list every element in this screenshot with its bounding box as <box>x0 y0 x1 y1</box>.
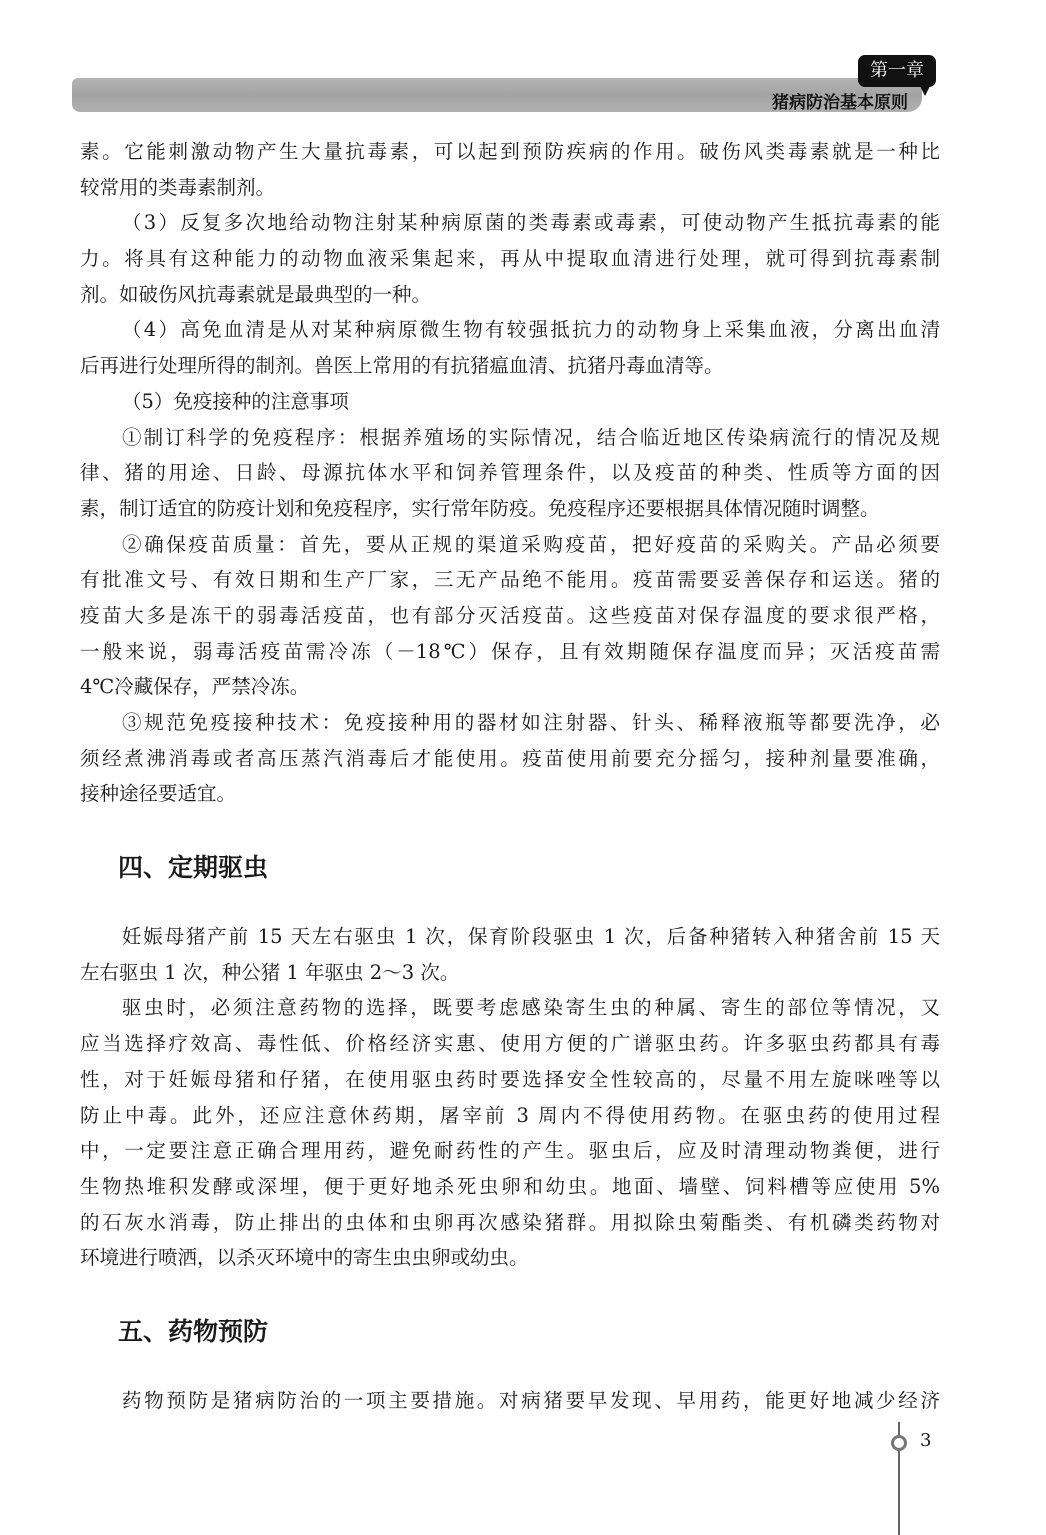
paragraph <box>80 312 940 383</box>
ring-icon <box>891 1435 907 1451</box>
text-line: 防止中毒。此外，还应注意休药期，屠宰前 3 周内不得使用药物。在驱虫药的使用过程 <box>80 1103 940 1127</box>
paragraph <box>80 705 940 812</box>
paragraph <box>80 527 940 705</box>
paragraph <box>80 919 940 990</box>
text-line: 药物预防是猪病防治的一项主要措施。对病猪要早发现、早用药，能更好地减少经济 <box>122 1388 940 1412</box>
page-number: 3 <box>920 1430 932 1451</box>
paragraph <box>80 1383 940 1419</box>
text-line: 4℃冷藏保存，严禁冷冻。 <box>80 675 310 699</box>
text-line: 剂。如破伤风抗毒素就是最典型的一种。 <box>80 282 432 306</box>
chapter-tag: 第一章 <box>858 55 936 87</box>
text-line: 妊娠母猪产前 15 天左右驱虫 1 次，保育阶段驱虫 1 次，后备种猪转入种猪舍前 15 天 <box>122 925 940 949</box>
text-line: 性，对于妊娠母猪和仔猪，在使用驱虫药时要选择安全性较高的，尽量不用左旋咪唑等以 <box>80 1067 940 1091</box>
text-line: 后再进行处理所得的制剂。兽医上常用的有抗猪瘟血清、抗猪丹毒血清等。 <box>80 354 724 378</box>
text-line: 接种途径要适宜。 <box>80 782 237 806</box>
paragraph <box>80 205 940 312</box>
text-line: 的石灰水消毒，防止排出的虫体和虫卵再次感染猪群。用拟除虫菊酯类、有机磷类药物对 <box>80 1210 940 1234</box>
paragraph <box>80 990 940 1276</box>
text-line: 素，制订适宜的防疫计划和免疫程序，实行常年防疫。免疫程序还要根据具体情况随时调整。 <box>80 496 880 520</box>
text-line: 律、猪的用途、日龄、母源抗体水平和饲养管理条件，以及疫苗的种类、性质等方面的因 <box>80 461 940 485</box>
text-line: 中，一定要注意正确合理用药，避免耐药性的产生。驱虫后，应及时清理动物粪便，进行 <box>80 1139 940 1163</box>
running-header-title: 猪病防治基本原则 <box>772 93 908 113</box>
text-line: （5）免疫接种的注意事项 <box>122 389 349 413</box>
paragraph <box>80 384 940 420</box>
text-line: 素。它能刺激动物产生大量抗毒素，可以起到预防疾病的作用。破伤风类毒素就是一种比 <box>80 140 940 163</box>
paragraph <box>80 134 940 205</box>
text-line: 驱虫时，必须注意药物的选择，既要考虑感染寄生虫的种属、寄生的部位等情况，又 <box>122 996 940 1020</box>
page-body <box>80 134 940 1419</box>
text-line: （4）高免血清是从对某种病原微生物有较强抵抗力的动物身上采集血液，分离出血清 <box>122 318 940 342</box>
paragraph <box>80 420 940 527</box>
text-line: 应当选择疗效高、毒性低、价格经济实惠、使用方便的广谱驱虫药。许多驱虫药都具有毒 <box>80 1032 940 1056</box>
text-line: 较常用的类毒素制剂。 <box>80 175 276 199</box>
text-line: ①制订科学的免疫程序：根据养殖场的实际情况，结合临近地区传染病流行的情况及规 <box>122 425 940 449</box>
text-line: 生物热堆积发酵或深埋，便于更好地杀死虫卵和幼虫。地面、墙壁、饲料槽等应使用 5% <box>80 1174 940 1198</box>
section-heading: 四、定期驱虫 <box>118 853 269 883</box>
section-heading: 五、药物预防 <box>118 1316 269 1346</box>
text-line: 左右驱虫 1 次，种公猪 1 年驱虫 2～3 次。 <box>80 960 460 984</box>
text-line: 力。将具有这种能力的动物血液采集起来，再从中提取血清进行处理，就可得到抗毒素制 <box>80 247 940 271</box>
text-line: ③规范免疫接种技术：免疫接种用的器材如注射器、针头、稀释液瓶等都要洗净，必 <box>122 711 940 734</box>
text-line: ②确保疫苗质量：首先，要从正规的渠道采购疫苗，把好疫苗的采购关。产品必须要 <box>122 532 940 556</box>
text-line: （3）反复多次地给动物注射某种病原菌的类毒素或毒素，可使动物产生抵抗毒素的能 <box>122 211 940 235</box>
text-line: 环境进行喷洒，以杀灭环境中的寄生虫虫卵或幼虫。 <box>80 1246 529 1270</box>
text-line: 一般来说，弱毒活疫苗需冷冻（－18℃）保存，且有效期随保存温度而异；灭活疫苗需 <box>80 639 940 663</box>
text-line: 疫苗大多是冻干的弱毒活疫苗，也有部分灭活疫苗。这些疫苗对保存温度的要求很严格， <box>80 603 940 627</box>
text-line: 须经煮沸消毒或者高压蒸汽消毒后才能使用。疫苗使用前要充分摇匀，接种剂量要准确， <box>80 746 940 770</box>
text-line: 有批准文号、有效日期和生产厂家，三无产品绝不能用。疫苗需要妥善保存和运送。猪的 <box>80 568 940 592</box>
